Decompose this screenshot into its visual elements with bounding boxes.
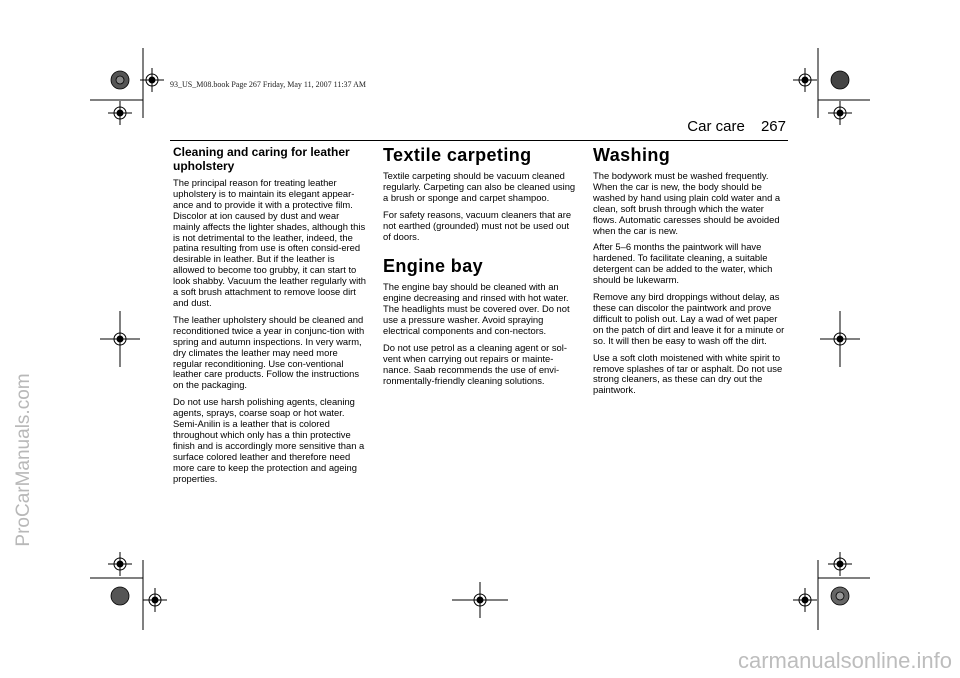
paragraph: Textile carpeting should be vacuum cleaned regularly. Carpeting can also be cleaned using a brush or sponge and carpet shampoo. xyxy=(383,170,576,203)
paragraph: Do not use harsh polishing agents, cleaning agents, sprays, coarse soap or hot water. Semi-Anilin is a leather that is colored throughout which only has a thin protective finish and is accordingly more sensitive than a surface colored leather and therefore need more care to keep the protection and ageing properties. xyxy=(173,396,365,484)
paragraph: The bodywork must be washed frequently. When the car is new, the body should be washed by hand using plain cold water and a clean, soft brush through which the water flows. Automatic caresses should be avoided when the car is new. xyxy=(593,170,781,236)
paragraph: For safety reasons, vacuum cleaners that are not earthed (grounded) must not be used out of doors. xyxy=(383,208,572,242)
column-washing xyxy=(593,145,788,402)
file-stamp: 93_US_M08.book Page 267 Friday, May 11, 2007 11:37 AM xyxy=(170,80,366,89)
paragraph: The principal reason for treating leather upholstery is to maintain its elegant appear-ance and to provide it with a protective film. Discolor at ion caused by dust and wear mainly affects the lighter shades, although this is not detrimental to the leather, indeed, the patina resulting from use is often consid-ered desirable in leather. But if the leather is allowed to become too grubby, it can start to look shabby. Vacuum the leather regularly with a soft brush attachment to remove loose dirt and dust. xyxy=(173,177,366,308)
side-watermark: ProCarManuals.com xyxy=(13,373,34,547)
section-heading-textile: Textile carpeting xyxy=(383,145,532,165)
section-heading-washing: Washing xyxy=(593,145,671,165)
header-rule xyxy=(170,140,788,141)
chapter-title: Car care xyxy=(687,118,745,135)
section-heading-engine-bay: Engine bay xyxy=(383,256,484,277)
paragraph: The engine bay should be cleaned with an engine decreasing and rinsed with hot water. The headlights must be covered over. Do not use a pressure washer. Avoid spraying electrical components and con-nectors. xyxy=(383,281,570,337)
page-header xyxy=(174,118,786,138)
page-number: 267 xyxy=(760,118,786,135)
paragraph: Remove any bird droppings without delay, as these can discolor the paintwork and prove difficult to polish out. Lay a wad of wet paper on the patch of dirt and leave it for a minute or so. It will then be easy to wash off the dirt. xyxy=(593,291,785,346)
paragraph: Use a soft cloth moistened with white spirit to remove splashes of tar or asphalt. Do not use strong cleaners, as these can dry out the paintwork. xyxy=(593,351,783,396)
paragraph: The leather upholstery should be cleaned and reconditioned twice a year in conjunc-tion with spring and autumn inspections. In very warm, dry climates the leather may need more regular reconditioning. Use con-ventional leather care products. Follow the instructions on the packaging. xyxy=(173,313,365,391)
paragraph: After 5–6 months the paintwork will have hardened. To facilitate cleaning, a suitable detergent can be added to the water, which should be lukewarm. xyxy=(593,241,773,286)
column-textile-engine xyxy=(383,145,578,393)
column-leather xyxy=(173,145,368,490)
bottom-watermark: carmanualsonline.info xyxy=(737,648,952,673)
section-heading-leather: Cleaning and caring for leather upholstery xyxy=(173,145,350,173)
paragraph: Do not use petrol as a cleaning agent or sol-vent when carrying out repairs or mainte-nance. Saab recommends the use of envi-ronmentally-friendly cleaning solutions. xyxy=(383,341,567,386)
